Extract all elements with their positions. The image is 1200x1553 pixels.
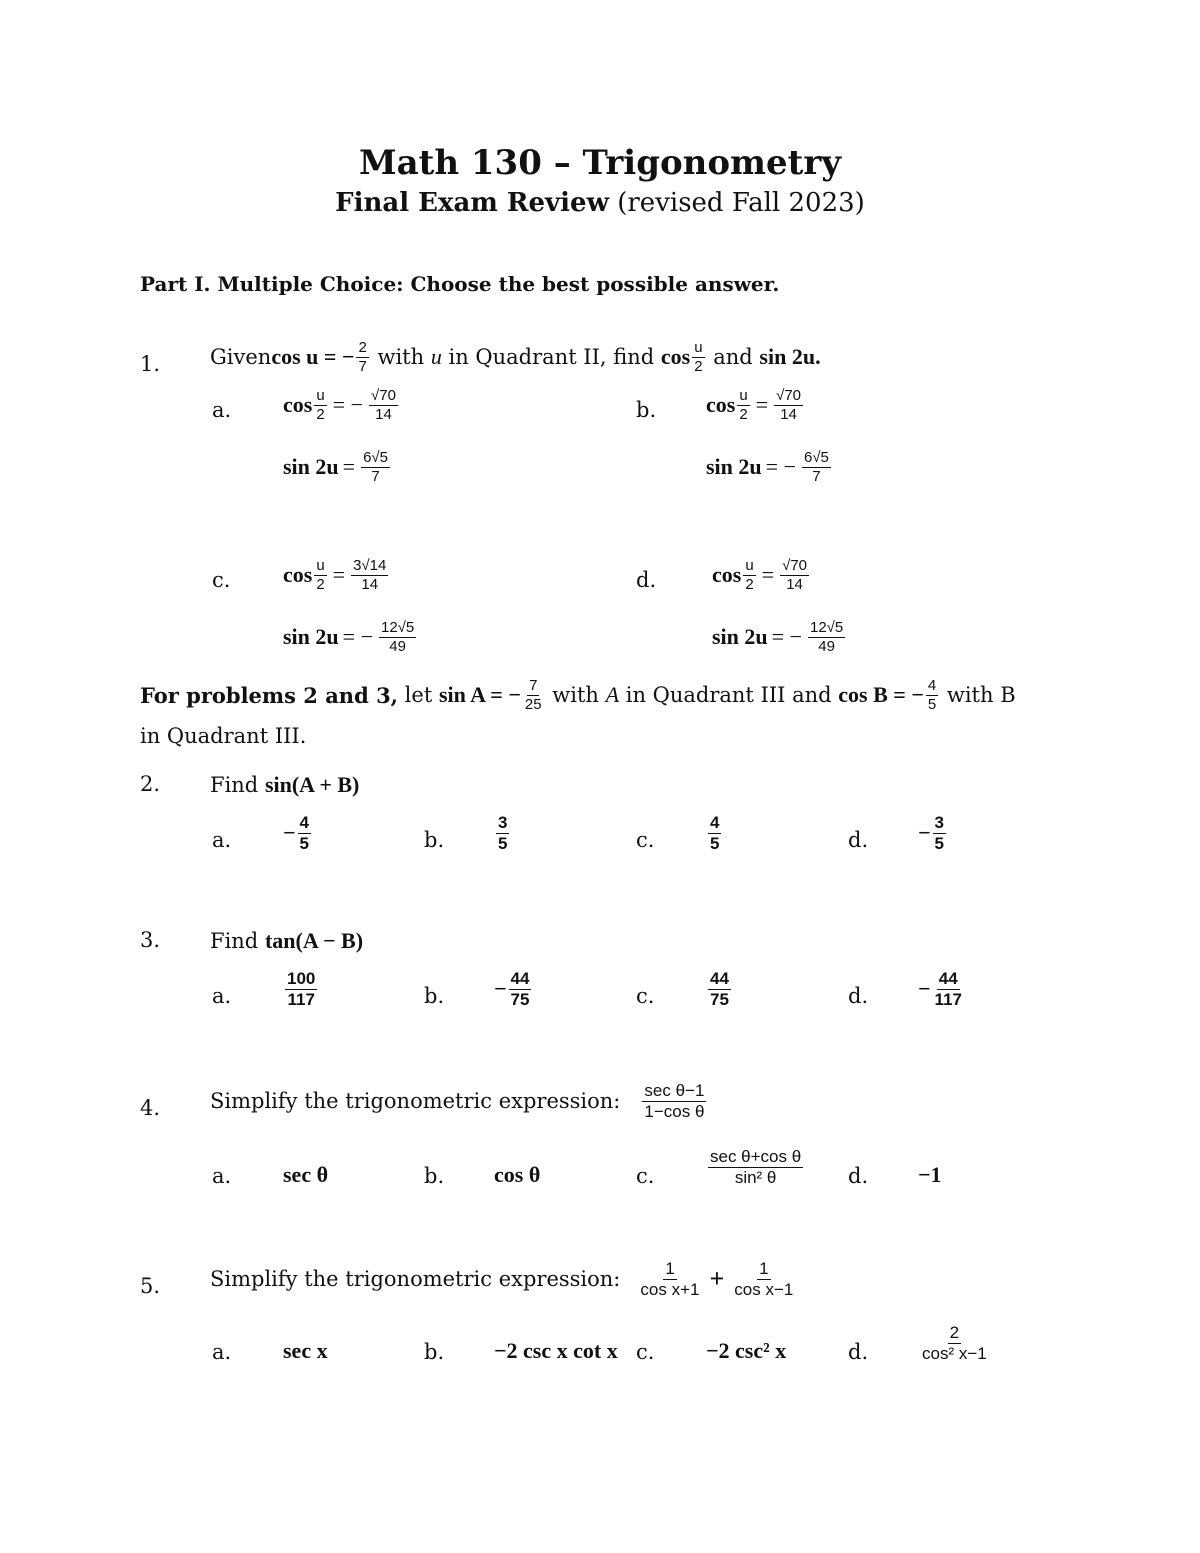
q2-option-d-value bbox=[918, 814, 948, 853]
intro-fracB bbox=[926, 678, 938, 713]
q1-option-d-cos bbox=[712, 558, 811, 593]
frac-num: 44 bbox=[710, 969, 729, 988]
sign: − bbox=[918, 820, 931, 846]
frac-num: u bbox=[316, 387, 325, 404]
frac-den: 5 bbox=[710, 833, 720, 853]
q2-prompt bbox=[210, 772, 359, 798]
frac-num: sec θ−1 bbox=[644, 1081, 705, 1100]
frac-den: 5 bbox=[934, 833, 945, 853]
frac-den: 49 bbox=[818, 637, 835, 655]
frac-den: cos² x−1 bbox=[922, 1343, 987, 1363]
q3-option-b-value bbox=[494, 970, 533, 1009]
q5-prompt bbox=[210, 1260, 797, 1299]
frac-num: 2 bbox=[949, 1323, 960, 1342]
frac-den: 7 bbox=[358, 357, 367, 375]
q2-expr: sin(A + B) bbox=[264, 772, 360, 797]
sign: − bbox=[283, 820, 296, 846]
q1-option-a-sin bbox=[283, 450, 392, 485]
frac-den: 5 bbox=[299, 833, 310, 853]
frac-num: 3 bbox=[498, 813, 508, 832]
sin-label: sin 2u bbox=[283, 624, 339, 650]
frac-num: 100 bbox=[287, 969, 316, 988]
frac-num: 6√5 bbox=[363, 449, 388, 466]
frac-num: 3 bbox=[934, 813, 945, 832]
frac-den: 1−cos θ bbox=[644, 1101, 705, 1121]
q1-cos-half: cos bbox=[660, 344, 691, 370]
q4-option-b-value: cos θ bbox=[494, 1162, 541, 1187]
q1-option-b-cos bbox=[706, 388, 805, 423]
intro-t4: with B bbox=[940, 683, 1016, 708]
cos-value-fraction bbox=[780, 558, 809, 593]
q4-option-a-value: sec θ bbox=[283, 1162, 329, 1187]
q1-prompt bbox=[210, 340, 821, 375]
cos-label: cos bbox=[706, 392, 736, 418]
q1-cosu: cos u = − bbox=[271, 344, 355, 370]
frac-num: 4 bbox=[299, 813, 310, 832]
q1-sin2u: sin 2u. bbox=[759, 344, 821, 370]
frac-den: 7 bbox=[371, 467, 380, 485]
q3-find: Find bbox=[210, 929, 265, 953]
q2-option-a-value bbox=[283, 814, 313, 853]
answer-fraction bbox=[708, 1148, 803, 1187]
intro-line2: in Quadrant III. bbox=[140, 724, 307, 748]
intro-2-3 bbox=[140, 678, 1016, 713]
q4-option-a-letter: a. bbox=[212, 1164, 232, 1188]
equals-sign: = bbox=[755, 392, 769, 418]
frac-den: 25 bbox=[524, 695, 542, 713]
q5-prompt-text: Simplify the trigonometric expression: bbox=[210, 1267, 621, 1292]
q2-option-c-value bbox=[706, 814, 723, 853]
part1-heading: Part I. Multiple Choice: Choose the best possible answer. bbox=[140, 272, 780, 296]
q1-quad: in Quadrant II, find bbox=[441, 345, 661, 370]
frac-den: 5 bbox=[927, 695, 937, 713]
answer-fraction bbox=[933, 814, 946, 853]
frac-num: u bbox=[694, 339, 703, 356]
sin-label: sin 2u bbox=[712, 624, 768, 650]
frac-den: 7 bbox=[812, 467, 821, 485]
frac-num: 2 bbox=[358, 339, 367, 356]
equals-sign: = − bbox=[342, 624, 373, 650]
answer-fraction bbox=[708, 970, 731, 1009]
q5-number: 5. bbox=[140, 1274, 161, 1298]
cos-value-fraction bbox=[369, 388, 398, 423]
q5-option-a-value: sec x bbox=[283, 1338, 328, 1363]
frac-den: 49 bbox=[389, 637, 406, 655]
frac-den: 2 bbox=[316, 405, 325, 423]
q2-find: Find bbox=[210, 773, 265, 797]
q3-prompt bbox=[210, 928, 363, 954]
answer-fraction bbox=[708, 814, 721, 853]
page-subtitle bbox=[0, 188, 1200, 218]
frac-den: 14 bbox=[780, 405, 797, 423]
q1-given: Given bbox=[210, 345, 272, 370]
q1-option-c-letter: c. bbox=[212, 568, 231, 592]
intro-cosB: cos B = − bbox=[838, 682, 924, 708]
frac-num: 4 bbox=[927, 677, 937, 694]
q3-option-c-letter: c. bbox=[636, 984, 655, 1008]
equals-sign: = bbox=[342, 454, 356, 480]
frac-den: 2 bbox=[739, 405, 748, 423]
frac-num: 12√5 bbox=[380, 619, 415, 636]
page-title: Math 130 – Trigonometry bbox=[358, 143, 842, 183]
sin-label: sin 2u bbox=[706, 454, 762, 480]
q2-option-b-letter: b. bbox=[424, 828, 445, 852]
q3-option-a-letter: a. bbox=[212, 984, 232, 1008]
q5-option-b-letter: b. bbox=[424, 1340, 445, 1364]
intro-bold: For problems 2 and 3, bbox=[140, 682, 398, 708]
cos-value-fraction bbox=[351, 558, 388, 593]
equals-sign: = − bbox=[332, 392, 363, 418]
intro-fracA bbox=[523, 678, 544, 713]
q1-half-fraction bbox=[692, 340, 704, 375]
q5-option-d-letter: d. bbox=[848, 1340, 869, 1364]
q3-option-a-value bbox=[283, 970, 319, 1009]
q5-option-c-value: −2 csc² x bbox=[706, 1338, 787, 1363]
q1-option-a-letter: a. bbox=[212, 398, 232, 422]
equals-sign: = bbox=[332, 562, 346, 588]
q5-option-d-value bbox=[918, 1324, 991, 1363]
half-angle-fraction bbox=[743, 558, 755, 593]
q4-option-c-value bbox=[706, 1148, 805, 1187]
equals-sign: = − bbox=[765, 454, 796, 480]
frac-den: 75 bbox=[710, 989, 729, 1009]
frac-den: 75 bbox=[510, 989, 530, 1009]
q1-option-c-cos bbox=[283, 558, 390, 593]
q4-option-b-letter: b. bbox=[424, 1164, 445, 1188]
q4-option-c-letter: c. bbox=[636, 1164, 655, 1188]
q5-plus: + bbox=[709, 1264, 725, 1294]
q3-option-b-letter: b. bbox=[424, 984, 445, 1008]
q2-option-c-letter: c. bbox=[636, 828, 655, 852]
sign: − bbox=[494, 976, 507, 1002]
intro-t1: let bbox=[398, 683, 439, 708]
frac-num: sec θ+cos θ bbox=[710, 1147, 802, 1166]
cos-label: cos bbox=[283, 392, 313, 418]
q4-number: 4. bbox=[140, 1096, 161, 1120]
intro-t2: with bbox=[545, 683, 606, 708]
equals-sign: = − bbox=[771, 624, 802, 650]
frac-num: 12√5 bbox=[809, 619, 844, 636]
q3-expr: tan(A − B) bbox=[264, 928, 364, 953]
frac-num: 1 bbox=[665, 1259, 675, 1278]
q4-option-d-value: −1 bbox=[918, 1162, 942, 1187]
q1-option-d-sin bbox=[712, 620, 847, 655]
sin-label: sin 2u bbox=[283, 454, 339, 480]
frac-num: u bbox=[745, 557, 754, 574]
frac-num: 3√14 bbox=[353, 557, 387, 574]
subtitle-bold: Final Exam Review bbox=[335, 188, 609, 218]
q3-number: 3. bbox=[140, 928, 161, 952]
q4-fraction bbox=[642, 1082, 706, 1121]
q2-option-a-letter: a. bbox=[212, 828, 232, 852]
frac-den: 2 bbox=[745, 575, 754, 593]
frac-den: 117 bbox=[287, 989, 315, 1009]
frac-den: 14 bbox=[361, 575, 379, 593]
q4-prompt bbox=[210, 1082, 708, 1121]
frac-den: 2 bbox=[316, 575, 325, 593]
cos-label: cos bbox=[283, 562, 313, 588]
frac-num: √70 bbox=[782, 557, 808, 574]
frac-num: 4 bbox=[710, 813, 720, 832]
sin-value-fraction bbox=[361, 450, 390, 485]
q5-option-b-value: −2 csc x cot x bbox=[494, 1338, 618, 1363]
frac-den: 5 bbox=[498, 833, 508, 853]
frac-den: 14 bbox=[786, 575, 803, 593]
q1-with: with bbox=[370, 345, 431, 370]
frac-num: 1 bbox=[759, 1259, 769, 1278]
q2-number: 2. bbox=[140, 772, 161, 796]
q5-option-a-letter: a. bbox=[212, 1340, 232, 1364]
q5-fraction-1 bbox=[638, 1260, 701, 1299]
q4-option-d-letter: d. bbox=[848, 1164, 869, 1188]
q5-fraction-2 bbox=[732, 1260, 795, 1299]
half-angle-fraction bbox=[737, 388, 749, 423]
q2-option-d-letter: d. bbox=[848, 828, 869, 852]
sign: − bbox=[918, 976, 931, 1002]
sin-value-fraction bbox=[802, 450, 831, 485]
frac-num: 6√5 bbox=[803, 449, 829, 466]
q2-option-b-value bbox=[494, 814, 511, 853]
frac-den: cos x+1 bbox=[640, 1279, 700, 1299]
cos-value-fraction bbox=[774, 388, 803, 423]
intro-t3: in Quadrant III and bbox=[619, 683, 839, 708]
q1-option-b-sin bbox=[706, 450, 833, 485]
answer-fraction bbox=[933, 970, 964, 1009]
half-angle-fraction bbox=[314, 388, 326, 423]
q1-option-d-letter: d. bbox=[636, 568, 657, 592]
q3-option-d-value bbox=[918, 970, 966, 1009]
frac-den: cos x−1 bbox=[734, 1279, 794, 1299]
frac-den: 2 bbox=[694, 357, 703, 375]
sin-value-fraction bbox=[808, 620, 845, 655]
q1-u: u bbox=[430, 344, 442, 370]
equals-sign: = bbox=[761, 562, 775, 588]
answer-fraction bbox=[509, 970, 532, 1009]
q1-option-b-letter: b. bbox=[636, 398, 657, 422]
half-angle-fraction bbox=[314, 558, 326, 593]
intro-sinA: sin A = − bbox=[438, 682, 521, 708]
answer-fraction bbox=[920, 1324, 989, 1363]
frac-num: 7 bbox=[529, 677, 538, 694]
q4-prompt-text: Simplify the trigonometric expression: bbox=[210, 1089, 621, 1114]
q1-given-fraction bbox=[356, 340, 368, 375]
frac-den: sin² θ bbox=[734, 1167, 777, 1187]
q1-option-c-sin bbox=[283, 620, 418, 655]
answer-fraction bbox=[298, 814, 311, 853]
frac-num: √70 bbox=[371, 387, 396, 404]
q3-option-d-letter: d. bbox=[848, 984, 869, 1008]
frac-num: u bbox=[739, 387, 748, 404]
frac-num: √70 bbox=[776, 387, 802, 404]
frac-num: 44 bbox=[510, 969, 530, 988]
frac-num: u bbox=[316, 557, 325, 574]
frac-den: 14 bbox=[375, 405, 392, 423]
q1-option-a-cos bbox=[283, 388, 400, 423]
sin-value-fraction bbox=[379, 620, 416, 655]
q5-option-c-letter: c. bbox=[636, 1340, 655, 1364]
answer-fraction bbox=[285, 970, 317, 1009]
q3-option-c-value bbox=[706, 970, 733, 1009]
q1-number: 1. bbox=[140, 352, 161, 376]
q1-and: and bbox=[706, 345, 760, 370]
cos-label: cos bbox=[712, 562, 742, 588]
intro-A: A bbox=[605, 682, 620, 708]
answer-fraction bbox=[496, 814, 509, 853]
frac-num: 44 bbox=[938, 969, 958, 988]
subtitle-rest: (revised Fall 2023) bbox=[608, 188, 865, 218]
frac-den: 117 bbox=[934, 989, 962, 1009]
